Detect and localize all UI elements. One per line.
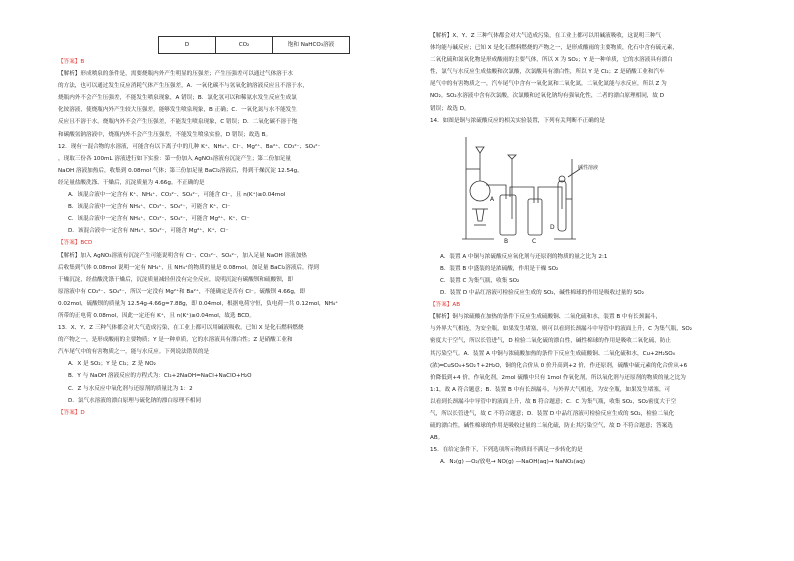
text-line: 所带的正电荷 0.08mol，因此一定还有 K⁺，且 n(K⁺)≥0.04mol，故选 BCD。 xyxy=(58,312,255,319)
text-line: ，现取三份各 100mL 溶液进行如下实验：第一份加入 AgNO₃溶液有沉淀产生；第二份加足量 xyxy=(58,155,291,162)
text-line: 与外界大气相连，为安全瓶，如果发生堵塞，则可以看到长颈漏斗中导管中的液面上升，C 为集气瓶，SO₂ xyxy=(430,326,693,333)
text-line: 其污染空气。A．装置 A 中铜与浓硫酸加热的条件下反应生成硫酸铜、二氧化硫和水，Cu+2H₂SO₄ xyxy=(430,350,675,357)
option: A．N₂(g) —O₂/放电→ NO(g) —NaOH(aq)→ NaNO₂(aq) xyxy=(440,459,586,466)
text-line: 的产物之一，是形成酸雨的主要物质；Y 是一种单质，它的水溶液具有漂白性；Z 是硝酸工业和 xyxy=(58,337,293,344)
text-line: 的方法，也可以通过发生反应消耗气体产生压强差，A．一氧化碳不与氢氧化钠溶液反应且不溶于水， xyxy=(58,83,308,90)
text-line: 烧瓶内外不会产生压强差，不能发生喷泉现象，A 错误；B．氯化氢可以和稀氨水发生反应生成氯 xyxy=(58,95,297,102)
text-line: 密度大于空气，所以长管进气，D 检验二氧化硫的漂白性，碱性棉球的作用是吸收二氧化硫，防止 xyxy=(430,338,672,345)
option: A．装置 A 中铜与浓硫酸反应氧化剂与还原剂的物质的量之比为 2:1 xyxy=(440,253,608,260)
text-line: 经足量盐酸洗涤、干燥后，沉淀质量为 4.66g。不正确的是 xyxy=(58,179,205,186)
text-line: NaOH 溶液加热后，收集到 0.08mol 气体；第三份加足量 BaCl₂溶液后，得到干燥沉淀 12.54g， xyxy=(58,167,303,174)
option: C．Z 与水反应中氧化剂与还原剂的质量比为 1：2 xyxy=(68,385,193,392)
table-cell: D xyxy=(159,37,216,54)
label-a: A xyxy=(490,195,495,203)
text-line: 气，所以长管进气，故 C 不符合题意；D．装置 D 中品红溶液可检验反应生成的 SO₂，检验二氧化 xyxy=(430,410,675,417)
table-cell: CO₂ xyxy=(216,37,273,54)
text-line: AB。 xyxy=(430,435,444,442)
answer-13: 【答案】D xyxy=(58,409,85,416)
text-line: 【解析】铜与浓硫酸在加热的条件下反应生成硫酸铜、二氧化硫和水，装置 B 中有长颈漏斗， xyxy=(430,314,662,321)
text-line: 1:1，故 A 符合题意；B．装置 B 中有长颈漏斗，与外界大气相连，为安全瓶，如果发生堵塞，可 xyxy=(430,386,671,393)
option: D．氯气水溶液的漂白原理与硫化钠的漂白原理不相同 xyxy=(68,397,201,404)
option: B．装置 B 中盛装的是浓硫酸，作用是干燥 SO₂ xyxy=(440,265,559,272)
text-line: 性，氯气与水反应生成盐酸和次氯酸，次氯酸具有漂白性，所以 Y 是 Cl₂；Z 是硝酸工业和汽车 xyxy=(430,69,665,76)
text-line: 硫的漂白性，碱性棉球的作用是吸收过量的二氧化硫，防止其污染空气，故 D 不符合题意；答案选 xyxy=(430,423,673,430)
text-line: (浓)═CuSO₄+SO₂↑+2H₂O，铜的化合价从 0 价升高到+2 价，作还原剂，硫酸中硫元素的化合价从+6 xyxy=(430,362,688,369)
answer-12: 【答案】BCD xyxy=(58,240,93,247)
text-line: 【解析】X、Y、Z 三种气体都会对大气造成污染，在工业上都可以用碱液吸收，这说明三种气 xyxy=(430,33,662,39)
answer-14: 【答案】AB xyxy=(430,302,461,309)
text-line: 汽车尾气中的有害物质之一，能与水反应。下列说法错误的是 xyxy=(58,349,210,356)
answer-prev: 【答案】B xyxy=(58,59,85,65)
explanation-12 xyxy=(58,250,396,323)
apparatus-diagram xyxy=(454,129,604,245)
label-b: B xyxy=(504,237,509,245)
option: C．该混合液中一定含有 NH₄⁺、CO₃²⁻、SO₄²⁻，可能含 Mg²⁺、K⁺、Cl⁻ xyxy=(68,216,250,223)
text-line: 尾气中的有害物质之一，汽车尾气中含有一氧化氮和二氧化氮，二氧化氮能与水反应，所以 Z 为 xyxy=(430,81,667,88)
text-line: 反应且不溶于水，烧瓶内外不会产生压强差，不能发生喷泉现象，C 错误；D．二氧化碳不溶于饱 xyxy=(58,119,298,126)
option: C．装置 C 为集气瓶，收集 SO₂ xyxy=(440,277,520,284)
text-line: 0.02mol，硫酸钡的质量为 12.54g-4.66g=7.88g，即 0.04mol，根据电荷守恒，负电荷一共 0.12mol，NH₄⁺ xyxy=(58,300,339,307)
explanation-prev xyxy=(58,68,396,141)
reagent-table xyxy=(158,36,350,54)
option: A．X 是 SO₂；Y 是 Cl₂；Z 是 NO₂ xyxy=(68,361,156,368)
text-line: 价降低到+4 价，作氧化剂，2mol 硫酸中只有 1mol 作氧化剂，所以氧化剂与还原剂的物质的量之比为 xyxy=(430,374,686,381)
question-14-options xyxy=(430,251,775,299)
text-line: 体均能与碱反应；已知 X 是化石燃料燃烧的产物之一，是形成酸雨的主要物质，化石中含有硫元素， xyxy=(430,45,678,52)
text-line: 【解析】加入 AgNO₃溶液有沉淀产生可能说明含有 Cl⁻、CO₃²⁻、SO₄²⁻，加入足量 NaOH 溶液加热 xyxy=(58,252,307,259)
text-line: 错误；故选 D。 xyxy=(430,105,470,112)
text-line: 二氧化硫和氮氧化物是形成酸雨的主要气体，所以 X 为 SO₂；Y 是一种单质，它的水溶液具有漂白 xyxy=(430,57,673,64)
question-13 xyxy=(58,322,396,407)
right-column xyxy=(430,30,775,468)
text-line: 以看到长颈漏斗中导管中的液面上升，故 B 符合题意；C．C 为集气瓶，收集 SO₂，SO₂密度大于空 xyxy=(430,398,677,405)
table-cell: 饱和 NaHCO₃溶液 xyxy=(273,37,350,54)
question-15: 15．在给定条件下，下列选项所示物质间不满足一步转化的是 xyxy=(430,447,583,454)
question-12 xyxy=(58,141,396,238)
explanation-13 xyxy=(430,30,775,115)
text-line: 干燥沉淀，经盐酸洗涤干燥后，沉淀质量减轻但没有完全反应，说明沉淀有碳酸钡和硫酸钡，即 xyxy=(58,276,293,283)
label-alkaline-cotton: 碱性溶液 xyxy=(578,164,599,171)
text-line: 12．现有一混合物的水溶液，可能含有以下离子中的几种 K⁺、NH₄⁺、Cl⁻、Mg²⁺、Ba²⁺、CO₃²⁻、SO₄²⁻ xyxy=(58,143,321,150)
option: D．该混合液中一定含有 NH₄⁺、SO₄²⁻，可能含 Mg²⁺、K⁺、Cl⁻ xyxy=(68,228,229,235)
option: D．装置 D 中品红溶液可检验反应生成的 SO₂，碱性棉球的作用是吸收过量的 SO₂ xyxy=(440,290,644,297)
text-line: 【解析】形成喷泉的条件是，需要烧瓶内外产生明显的压强差；产生压强差可以通过气体溶于水 xyxy=(58,71,293,78)
left-column xyxy=(58,0,396,419)
explanation-14 xyxy=(430,311,775,444)
text-line: 化铵溶液，使烧瓶内外产生较大压强差，能够发生喷泉现象，B 正确；C．一氧化氮与水不能发生 xyxy=(58,107,297,114)
option: A．该混合液中一定含有 K⁺、NH₄⁺、CO₃²⁻、SO₄²⁻，可能含 Cl⁻，且 n(K⁺)≥0.04mol xyxy=(68,192,286,199)
text-line: NO₂。SO₂水溶液中含有次氯酸，次氯酸和过氧化钠均有强氧化性，二者的漂白原理相同，故 D xyxy=(430,93,665,100)
text-line: 后收集到气体 0.08mol 说明一定有 NH₄⁺，且 NH₄⁺的物质的量是 0.08mol。加足量 BaCl₂溶液后，得到 xyxy=(58,264,319,271)
table-row xyxy=(159,37,350,54)
option: B．该混合液中一定含有 NH₄⁺、CO₃²⁻、SO₄²⁻，可能含 K⁺、Cl⁻ xyxy=(68,204,231,211)
label-c: C xyxy=(532,237,537,245)
apparatus-figure xyxy=(430,129,775,251)
text-line: 13．X、Y、Z 三种气体都会对大气造成污染，在工业上都可以用碱液吸收。已知 X 是化石燃料燃烧 xyxy=(58,325,304,332)
option: B．Y 与 NaOH 溶液反应的方程式为：Cl₂+2NaOH=NaCl+NaClO+H₂O xyxy=(68,373,252,380)
text-line: 和碳酸氢钠溶液中，烧瓶内外不会产生压强差，不能发生喷泉实验，D 错误；故选 B。 xyxy=(58,131,272,138)
label-d: D xyxy=(550,223,555,231)
text-line: 原溶液中有 CO₃²⁻、SO₄²⁻，所以一定没有 Mg²⁺和 Ba²⁺，不能确定是否有 Cl⁻。硫酸钡 4.66g，即 xyxy=(58,288,306,295)
question-14: 14．如图是铜与浓硫酸反应的相关实验装置，下列有关判断不正确的是 xyxy=(430,117,605,124)
